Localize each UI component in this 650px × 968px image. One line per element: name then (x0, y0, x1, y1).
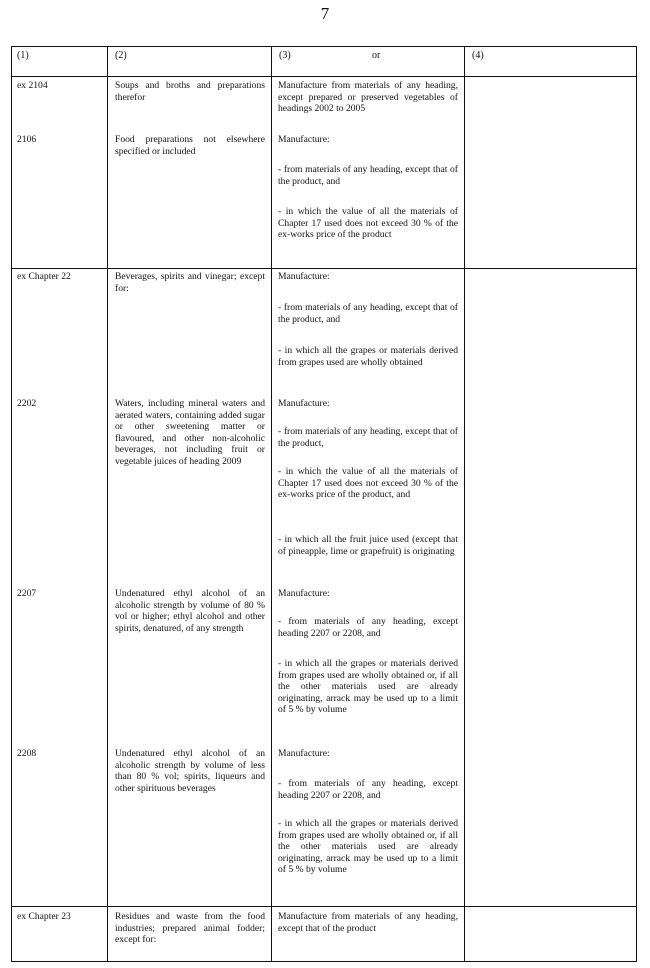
row-description: Undenatured ethyl alcohol of an alcoholic strength by volume of 80 % vol or higher; ethyl alcohol and other spirits, denatured, of any strength (115, 588, 265, 634)
row-code: ex Chapter 22 (17, 271, 71, 282)
row-rule: - in which the value of all the materials of Chapter 17 used does not exceed 30 % of the ex-works price of the product (278, 206, 458, 241)
row-description: Beverages, spirits and vinegar; except for: (115, 271, 265, 294)
column-border (636, 46, 637, 962)
row-rule: Manufacture from materials of any heading, except that of the product (278, 911, 458, 934)
row-rule: Manufacture: (278, 398, 330, 409)
row-code: ex Chapter 23 (17, 911, 71, 922)
column-header-4: (4) (472, 50, 484, 61)
column-border (464, 46, 465, 962)
row-description: Waters, including mineral waters and aerated waters, containing added sugar or other sweetening matter or flavoured, and other non-alcoholic beverages, not including fruit or vegetable juices of heading 2009 (115, 398, 265, 467)
row-rule: Manufacture: (278, 748, 330, 759)
column-border (107, 46, 108, 962)
column-header-or: or (372, 50, 381, 61)
row-rule: - in which all the grapes or materials derived from grapes used are wholly obtained (278, 345, 458, 368)
row-rule: Manufacture: (278, 134, 330, 145)
column-header-3: (3) (279, 50, 291, 61)
row-rule: - from materials of any heading, except that of the product, and (278, 164, 458, 187)
row-description: Residues and waste from the food industries; prepared animal fodder; except for: (115, 911, 265, 946)
row-rule: - in which all the fruit juice used (except that of pineapple, lime or grapefruit) is originating (278, 534, 458, 557)
row-rule: - from materials of any heading, except that of the product, (278, 426, 458, 449)
column-border (11, 46, 12, 962)
column-header-1: (1) (17, 50, 29, 61)
header-bottom-border (11, 76, 637, 77)
row-rule: Manufacture: (278, 588, 330, 599)
row-code: 2207 (17, 588, 37, 599)
row-code: 2208 (17, 748, 37, 759)
row-rule: - in which the value of all the materials of Chapter 17 used does not exceed 30 % of the ex-works price of the product, and (278, 466, 458, 501)
row-description: Food preparations not elsewhere specified or included (115, 134, 265, 157)
table-top-border (11, 46, 637, 47)
row-code: 2106 (17, 134, 37, 145)
row-rule: - from materials of any heading, except heading 2207 or 2208, and (278, 616, 458, 639)
table-bottom-border (11, 961, 637, 962)
rules-table (11, 46, 637, 962)
row-code: 2202 (17, 398, 37, 409)
page-number: 7 (320, 4, 330, 23)
row-divider (11, 906, 637, 907)
row-rule: - from materials of any heading, except that of the product, and (278, 302, 458, 325)
row-rule: Manufacture from materials of any heading, except prepared or preserved vegetables of headings 2002 to 2005 (278, 80, 458, 115)
row-description: Undenatured ethyl alcohol of an alcoholic strength by volume of less than 80 % vol; spirits, liqueurs and other spirituous beverages (115, 748, 265, 794)
column-border (271, 46, 272, 962)
row-rule: Manufacture: (278, 271, 330, 282)
row-divider (11, 268, 637, 269)
row-code: ex 2104 (17, 80, 48, 91)
row-rule: - in which all the grapes or materials derived from grapes used are wholly obtained or, if all the other materials used are already originating, arrack may be used up to a limit of 5 % by volume (278, 658, 458, 716)
row-rule: - from materials of any heading, except heading 2207 or 2208, and (278, 778, 458, 801)
column-header-2: (2) (115, 50, 127, 61)
row-rule: - in which all the grapes or materials derived from grapes used are wholly obtained or, if all the other materials used are already originating, arrack may be used up to a limit of 5 % by volume (278, 818, 458, 876)
row-description: Soups and broths and preparations therefor (115, 80, 265, 103)
